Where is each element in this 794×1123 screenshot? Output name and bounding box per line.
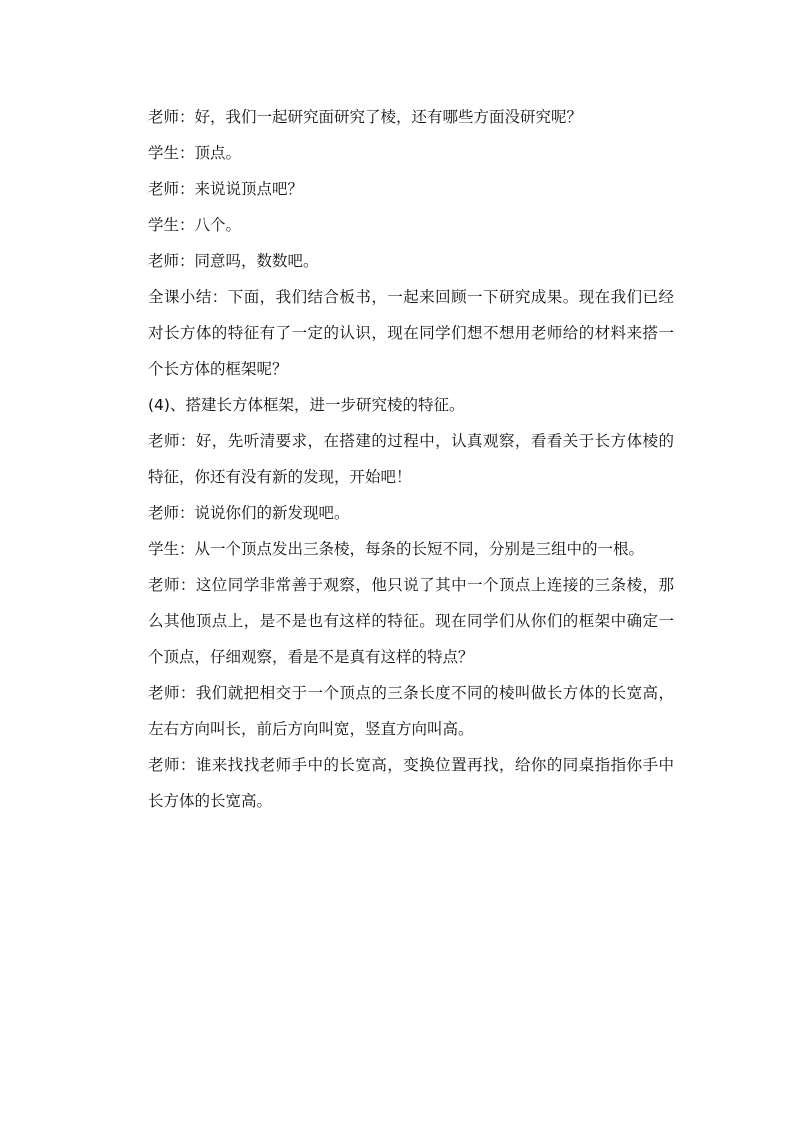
- document-body: [148, 99, 674, 819]
- paragraph-teacher-explanation: 老师：这位同学非常善于观察，他只说了其中一个顶点上连接的三条棱，那么其他顶点上，是不是也有这样的特征。现在同学们从你们的框架中确定一个顶点，仔细观察，看是不是真有这样的特点？: [148, 576, 674, 666]
- paragraph-teacher-definition: 老师：我们就把相交于一个顶点的三条长度不同的棱叫做长方体的长宽高，左右方向叫长，前后方向叫宽，竖直方向叫高。: [148, 684, 674, 738]
- paragraph-lesson-summary: 全课小结：下面，我们结合板书，一起来回顾一下研究成果。现在我们已经对长方体的特征有了一定的认识，现在同学们想不想用老师给的材料来搭一个长方体的框架呢？: [148, 288, 674, 378]
- paragraph-teacher-prompt: 老师：同意吗，数数吧。: [148, 252, 319, 270]
- paragraph-teacher-question: 老师：好，我们一起研究面研究了棱，还有哪些方面没研究呢？: [148, 108, 583, 126]
- paragraph-section-heading: (4)、搭建长方体框架，进一步研究棱的特征。: [148, 396, 465, 414]
- paragraph-teacher-prompt: 老师：来说说顶点吧？: [148, 180, 304, 198]
- paragraph-teacher-instruction: 老师：好，先听清要求，在搭建的过程中，认真观察，看看关于长方体棱的特征，你还有没有新的发现，开始吧！: [148, 432, 674, 486]
- paragraph-student-answer: 学生：顶点。: [148, 144, 242, 162]
- paragraph-teacher-prompt: 老师：说说你们的新发现吧。: [148, 504, 350, 522]
- paragraph-student-answer: 学生：八个。: [148, 216, 242, 234]
- paragraph-student-answer: 学生：从一个顶点发出三条棱，每条的长短不同，分别是三组中的一根。: [148, 540, 645, 558]
- paragraph-teacher-activity: 老师：谁来找找老师手中的长宽高，变换位置再找，给你的同桌指指你手中长方体的长宽高。: [148, 756, 674, 810]
